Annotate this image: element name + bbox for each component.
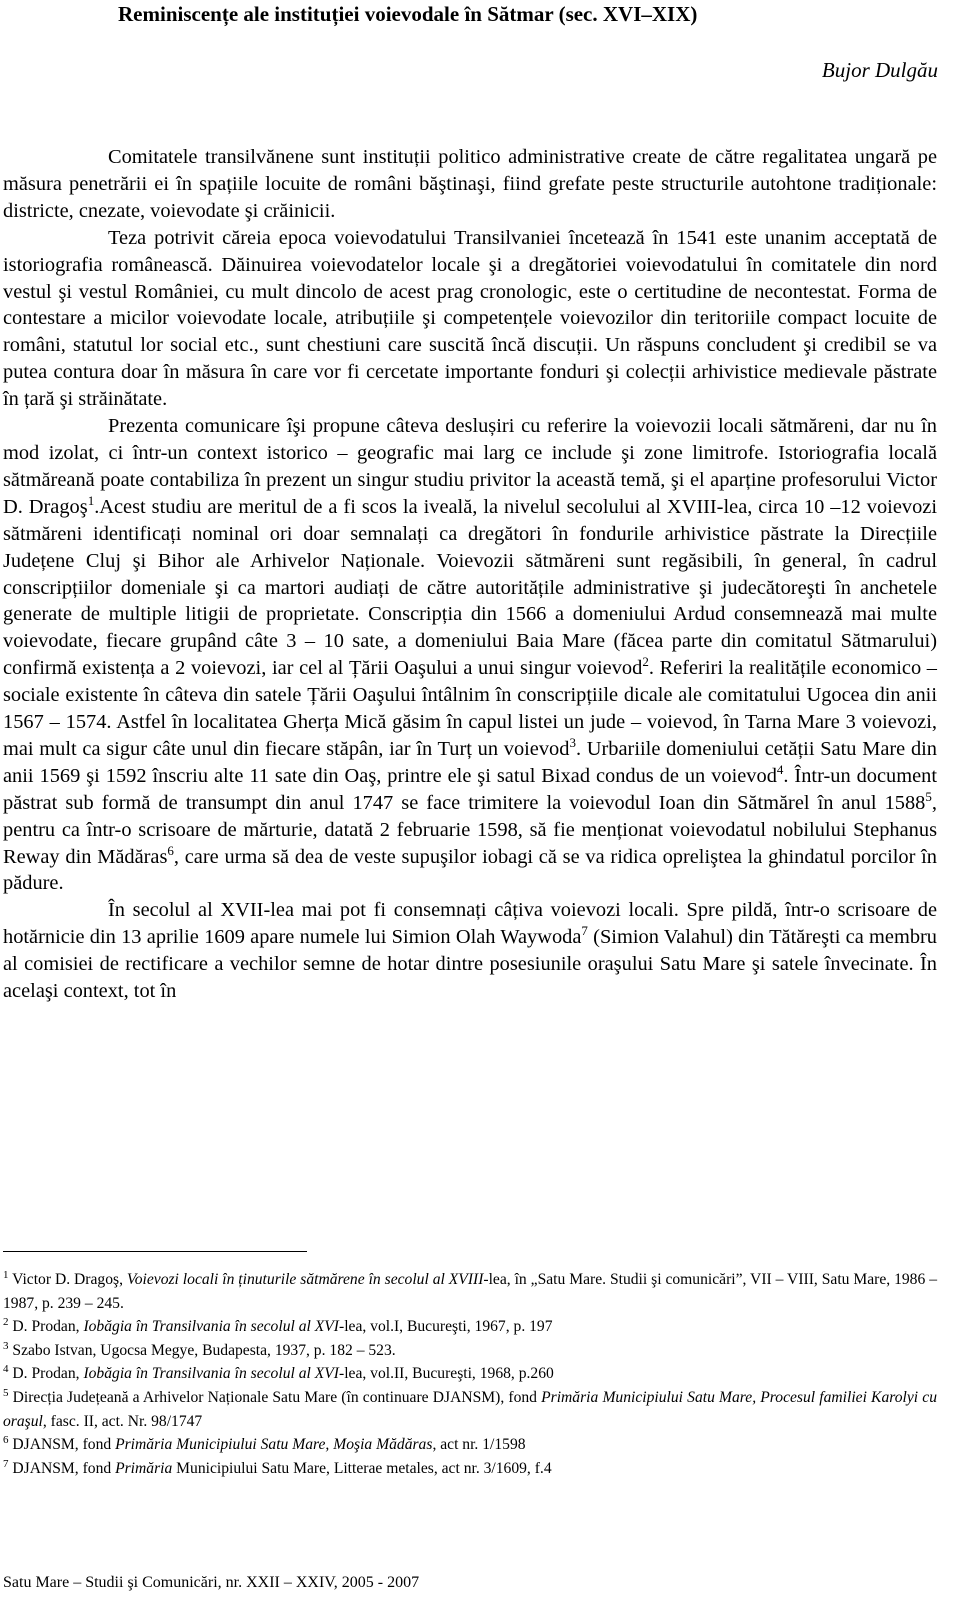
footnote-text: DJANSM, fond bbox=[8, 1459, 116, 1477]
paragraph-text: , pentru ca într-o scrisoare de mărturie, datată 2 februarie 1598, să fie menționat voievodatul nobilului Stephanus Reway din Mădăras bbox=[3, 791, 937, 868]
footnote-ref: 1 bbox=[87, 492, 95, 508]
page-footer: Satu Mare – Studii şi Comunicări, nr. XXII – XXIV, 2005 - 2007 bbox=[3, 1574, 420, 1591]
footnote-number: 1 bbox=[3, 1268, 9, 1281]
footnote-italic: Primăria Municipiului Satu Mare, Moşia Mădăras bbox=[115, 1436, 433, 1454]
footnote-text: DJANSM, fond bbox=[8, 1436, 116, 1454]
footnote-2 bbox=[3, 1315, 937, 1339]
paragraph bbox=[3, 413, 937, 897]
footnote-7 bbox=[3, 1457, 937, 1481]
paragraph-text: Comitatele transilvănene sunt instituții politico administrative create de către regalitatea ungară pe măsura penetrării ei în spațiile locuite de români băştinaşi, fiind grefate peste structurile autohtone tradiționale: districte, cnezate, voievodate şi crăinicii. bbox=[3, 146, 937, 222]
footnote-italic: Iobăgia în Transilvania în secolul al XVI bbox=[83, 1318, 339, 1336]
article-author: Bujor Dulgău bbox=[821, 58, 938, 82]
paragraph-text: , care urma să dea de veste supuşilor iobagi că se va ridica oprelişteа la ghindatul porcilor în pădure. bbox=[3, 845, 938, 895]
footnote-ref: 4 bbox=[776, 762, 784, 778]
footnote-text: -lea, vol.II, Bucureşti, 1968, p.260 bbox=[339, 1365, 554, 1383]
paragraph-text: În secolul al XVII-lea mai pot fi consemnați câțiva voievozi locali. Spre pildă, într-o scrisoare de hotărnicie din 13 aprilie 1609 apare numele lui Simion Olah Waywoda bbox=[3, 899, 937, 949]
paragraph-text: (Simion Valahul) din Tătăreşti ca membru al comisiei de rectificare a vechilor semne de hotar dintre posesiunile oraşului Satu Mare şi satele învecinate. În acelaşi context, tot în bbox=[3, 926, 937, 1003]
footnote-text: -lea, în „Satu Mare. Studii şi comunicări”, VII – VIII, Satu Mare, 1986 – 1987, p. 239 – 245. bbox=[3, 1271, 938, 1312]
footnote-6 bbox=[3, 1433, 937, 1457]
footnote-text: D. Prodan, bbox=[8, 1318, 84, 1336]
footnotes bbox=[3, 1268, 937, 1480]
footnote-number: 6 bbox=[3, 1433, 9, 1446]
footnote-italic: Primăria bbox=[115, 1459, 173, 1477]
paragraph bbox=[3, 144, 937, 225]
footnote-ref: 6 bbox=[167, 842, 174, 858]
footnote-5 bbox=[3, 1386, 937, 1433]
footnote-italic: Voievozi locali în ținuturile sătmărene în secolul al XVIII bbox=[126, 1271, 484, 1288]
footnote-text: , act nr. 1/1598 bbox=[432, 1436, 526, 1454]
footnote-ref: 5 bbox=[925, 788, 932, 804]
footnote-number: 2 bbox=[3, 1316, 9, 1328]
paragraph-text: . Într-un document păstrat sub formă de transumpt din anul 1747 se face trimitere la voievodul Ioan din Sătmărel în anul 1588 bbox=[3, 764, 937, 814]
paragraph bbox=[3, 897, 937, 1005]
footnote-ref: 2 bbox=[642, 654, 649, 670]
footnote-1 bbox=[3, 1268, 937, 1315]
footnote-italic: Iobăgia în Transilvania în secolul al XVI bbox=[83, 1365, 339, 1383]
footnote-number: 7 bbox=[3, 1457, 9, 1470]
paragraph-text: Teza potrivit căreia epoca voievodatului Transilvaniei încetează în 1541 este unanim acceptată de istoriografia românească. Dăinuirea voievodatelor locale şi a dregătoriei voievodatului în comitatele din nord vestul şi vestul României, cu mult dincolo de acest prag cronologic, este o certitudine de necontestat. Forma de contestare a micilor voievodate locale, atribuțiile şi competențele voievozilor din teritoriile compact locuite de români, statutul lor social etc., sunt chestiuni care suscită încă discuții. Un răspuns concludent şi credibil se va putea contura doar în măsura în care vor fi cercetate importante fonduri şi colecții arhivistice medievale păstrate în țară şi străinătate. bbox=[3, 226, 937, 411]
paragraph-text: Prezenta comunicare îşi propune câteva deslușiri cu referire la voievozii locali sătmăreni, dar nu în mod izolat, ci într-un context istorico – geografic mai larg ce include şi zone limitrofe. Istoriografia locală sătmăreană poate contabiliza în prezent un singur studiu privitor la această temă, şi el aparține profesorului Victor D. Dragoş bbox=[3, 415, 937, 518]
footnote-text: Szabo Istvan, Ugocsa Megye, Budapesta, 1937, p. 182 – 523. bbox=[8, 1341, 396, 1359]
footnote-number: 5 bbox=[3, 1386, 9, 1399]
paragraph-text: .Acest studiu are meritul de a fi scos la iveală, la nivelul secolului al XVIII-lea, circa 10 –12 voievozi sătmăreni identificați nominal ori doar semnalați ca dregători în fondurile arhivistice păstrate la Direcțiile Județene Cluj şi Bihor ale Arhivelor Naționale. Voievozii sătmăreni sunt regăsibili, în general, în cadrul conscripțiilor domeniale şi ca martori audiați de către autoritățile administrative şi judecătoreşti în anchetele generate de multiple litigii de proprietate. Conscripția din 1566 a domeniului Ardud consemnează mai multe voievodate, fiecare grupând câte 3 – 10 sate, a domeniului Baia Mare (făcea parte din comitatul Sătmarului) confirmă existența a 2 voievozi, iar cel al Țării Oaşului a unui singur voievod bbox=[3, 495, 937, 680]
footnote-number: 4 bbox=[3, 1363, 9, 1376]
footnote-ref: 7 bbox=[581, 923, 588, 939]
paragraph-text: . Urbariile domeniului cetății Satu Mare din anii 1569 şi 1592 înscriu alte 11 sate din Oaş, printre ele şi satul Bixad condus de un voievod bbox=[3, 737, 937, 787]
footnote-text: Direcția Județeană a Arhivelor Naționale Satu Mare (în continuare DJANSM), fond bbox=[8, 1388, 542, 1406]
footnote-number: 3 bbox=[3, 1339, 9, 1352]
footnote-ref: 3 bbox=[569, 735, 576, 751]
footnote-text: Municipiului Satu Mare, Litterae metales, act nr. 3/1609, f.4 bbox=[172, 1459, 552, 1477]
footnote-3 bbox=[3, 1339, 937, 1363]
article-title: Reminiscențe ale instituției voievodale în Sătmar (sec. XVI–XIX) bbox=[118, 2, 698, 26]
footnote-separator bbox=[3, 1251, 307, 1252]
footnote-4 bbox=[3, 1362, 937, 1386]
footnote-text: D. Prodan, bbox=[8, 1365, 84, 1383]
paragraph-text: . Referiri la realitățile economico – sociale existente în câteva din satele Țării Oaşului întâlnim în conscripțiile dicale ale comitatului Ugocea din anii 1567 – 1574. Astfel în localitatea Gherța Mică găsim în capul listei un jude – voievod, în Tarna Mare 3 voievozi, mai mult ca sigur câte unul din fiecare stăpân, iar în Turț un voievod bbox=[3, 657, 937, 760]
footnote-text: Victor D. Dragoş, bbox=[8, 1271, 127, 1288]
article-body bbox=[3, 144, 937, 1005]
footnote-text: -lea, vol.I, Bucureşti, 1967, p. 197 bbox=[339, 1318, 553, 1336]
footnote-text: , fasc. II, act. Nr. 98/1747 bbox=[42, 1412, 203, 1430]
paragraph bbox=[3, 225, 937, 413]
footnote-italic: Primăria Municipiului Satu Mare, Procesul familiei Karolyi cu oraşul bbox=[3, 1388, 937, 1430]
